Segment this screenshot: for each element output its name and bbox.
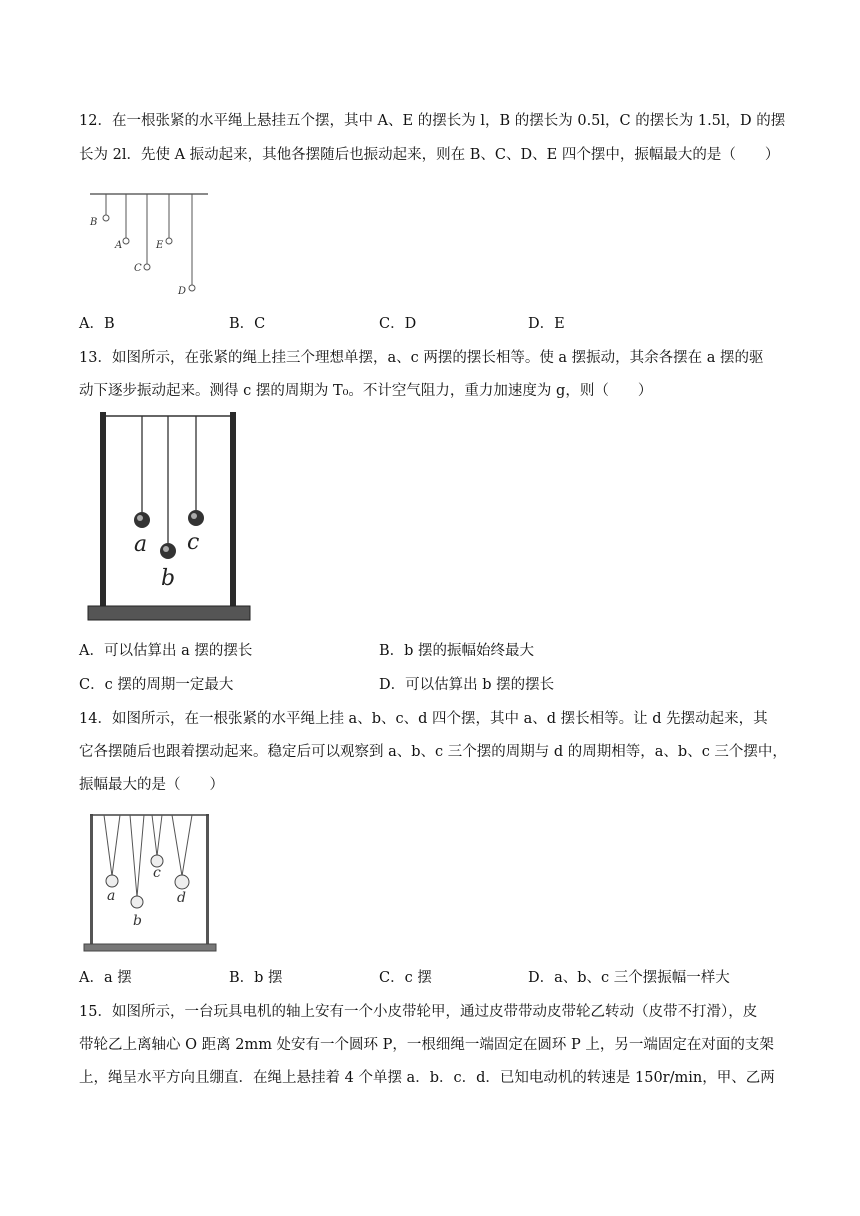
q12-option-b: B．C	[229, 316, 266, 332]
q12-option-c: C．D	[379, 316, 417, 332]
q12-stem-line2: 长为 2l．先使 A 振动起来，其他各摆随后也振动起来，则在 B、C、D、E 四个摆中，振幅最大的是（ ）	[79, 147, 780, 163]
q12-option-d: D．E	[528, 316, 565, 332]
q12-label-A: A	[115, 240, 123, 251]
q14-stem-line3: 振幅最大的是（ ）	[79, 777, 224, 793]
q14-option-d: D．a、b、c 三个摆振幅一样大	[528, 970, 730, 986]
q15-stem-line2: 带轮乙上离轴心 O 距离 2mm 处安有一个圆环 P，一根细绳一端固定在圆环 P 上，另一端固定在对面的支架	[79, 1037, 774, 1053]
q13-label-a: a	[134, 532, 148, 557]
q14-label-c: c	[153, 865, 161, 881]
q12-stem-line1: 12．在一根张紧的水平绳上悬挂五个摆，其中 A、E 的摆长为 l，B 的摆长为 0.5l，C 的摆长为 1.5l，D 的摆	[79, 113, 786, 129]
q13-stem-line1: 13．如图所示，在张紧的绳上挂三个理想单摆，a、c 两摆的摆长相等。使 a 摆振动，其余各摆在 a 摆的驱	[79, 350, 764, 366]
q14-label-b: b	[133, 913, 142, 929]
q13-option-c: C．c 摆的周期一定最大	[79, 677, 234, 693]
q14-stem-line2: 它各摆随后也跟着摆动起来。稳定后可以观察到 a、b、c 三个摆的周期与 d 的周期相等，a、b、c 三个摆中，	[79, 744, 787, 760]
q14-option-b: B．b 摆	[229, 970, 283, 986]
q12-label-B: B	[90, 217, 98, 228]
q12-option-a: A．B	[79, 316, 115, 332]
q13-option-b: B．b 摆的振幅始终最大	[379, 643, 535, 659]
q14-option-a: A．a 摆	[79, 970, 132, 986]
q14-pendulum-figure	[82, 810, 218, 956]
q12-label-E: E	[156, 240, 164, 251]
q13-label-c: c	[187, 530, 200, 555]
q12-pendulum-figure	[86, 188, 212, 298]
q13-pendulum-figure	[86, 410, 252, 628]
q13-stem-line2: 动下逐步振动起来。测得 c 摆的周期为 T₀。不计空气阻力，重力加速度为 g，则（ ）	[79, 383, 653, 399]
q12-label-C: C	[134, 263, 142, 274]
q15-stem-line3: 上，绳呈水平方向且绷直．在绳上悬挂着 4 个单摆 a．b．c．d．已知电动机的转速是 150r/min，甲、乙两	[79, 1070, 775, 1086]
q14-label-a: a	[107, 888, 116, 904]
q13-label-b: b	[161, 566, 176, 591]
q15-stem-line1: 15．如图所示，一台玩具电机的轴上安有一个小皮带轮甲，通过皮带带动皮带轮乙转动（皮带不打滑），皮	[79, 1004, 758, 1020]
q12-label-D: D	[178, 286, 187, 297]
q14-stem-line1: 14．如图所示，在一根张紧的水平绳上挂 a、b、c、d 四个摆，其中 a、d 摆长相等。让 d 先摆动起来，其	[79, 711, 768, 727]
q14-option-c: C．c 摆	[379, 970, 432, 986]
q13-option-d: D．可以估算出 b 摆的摆长	[379, 677, 555, 693]
q14-label-d: d	[177, 890, 186, 906]
q13-option-a: A．可以估算出 a 摆的摆长	[79, 643, 253, 659]
